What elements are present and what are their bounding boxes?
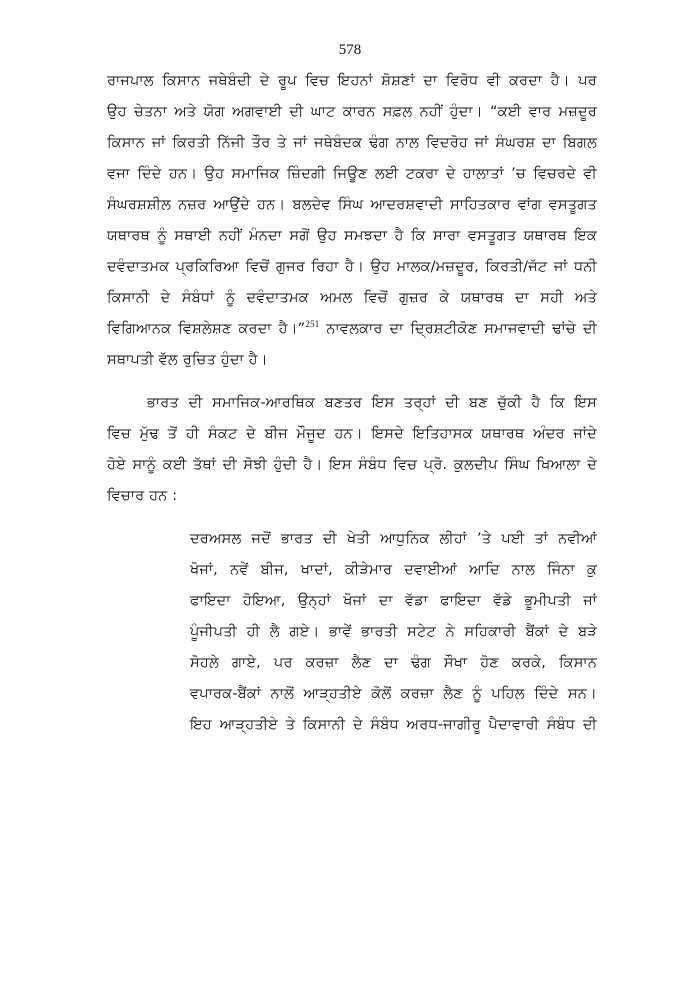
- footnote-reference: 251: [305, 319, 320, 329]
- paragraph-2: [107, 388, 597, 512]
- text-line: ਕਿਸਾਨੀ ਦੇ ਸੰਬੰਧਾਂ ਨੂੰ ਦਵੰਦਾਤਮਕ ਅਮਲ ਵਿਚੋਂ ਗੁਜ਼ਰ ਕੇ ਯਥਾਰਥ ਦਾ ਸਹੀ ਅਤੇ: [107, 290, 597, 306]
- text-line-with-footnote: [107, 314, 597, 345]
- paragraph-gap: [107, 376, 597, 388]
- page-number: 578: [338, 42, 362, 58]
- text-line: ਹੋਏ ਸਾਨੂੰ ਕਈ ਤੱਥਾਂ ਦੀ ਸੋਝੀ ਹੁੰਦੀ ਹੈ। ਇਸ ਸੰਬੰਧ ਵਿਚ ਪ੍ਰੋ. ਕੁਲਦੀਪ ਸਿੰਘ ਖਿਆਲਾ ਦੇ: [107, 457, 597, 473]
- text-line: ਵਜਾ ਦਿੰਦੇ ਹਨ। ਉਹ ਸਮਾਜਿਕ ਜ਼ਿੰਦਗੀ ਜਿਊਣ ਲਈ ਟਕਰਾ ਦੇ ਹਾਲਾਤਾਂ ’ਚ ਵਿਚਰਦੇ ਵੀ: [107, 166, 597, 182]
- quote-line: ਖੋਜਾਂ, ਨਵੇਂ ਬੀਜ, ਖਾਦਾਂ, ਕੀੜੇਮਾਰ ਦਵਾਈਆਂ ਆਦਿ ਨਾਲ ਜਿੰਨਾ ਕੁ: [190, 562, 597, 578]
- quote-line: ਸੋਹਲੇ ਗਾਏ, ਪਰ ਕਰਜ਼ਾ ਲੈਣ ਦਾ ਢੰਗ ਸੌਖਾ ਹੋਣ ਕਰਕੇ, ਕਿਸਾਨ: [190, 655, 597, 671]
- text-line: ਵਿਚ ਮੁੱਢ ਤੋਂ ਹੀ ਸੰਕਟ ਦੇ ਬੀਜ ਮੌਜੂਦ ਹਨ। ਇਸਦੇ ਇਤਿਹਾਸਕ ਯਥਾਰਥ ਅੰਦਰ ਜਾਂਦੇ: [107, 426, 597, 442]
- quote-line: ਇਹ ਆੜ੍ਹਤੀਏ ਤੇ ਕਿਸਾਨੀ ਦੇ ਸੰਬੰਧ ਅਰਧ-ਜਾਗੀਰੂ ਪੈਦਾਵਾਰੀ ਸੰਬੰਧ ਦੀ: [190, 717, 597, 733]
- text-line: ਰਾਜਪਾਲ ਕਿਸਾਨ ਜਥੇਬੰਦੀ ਦੇ ਰੂਪ ਵਿਚ ਇਹਨਾਂ ਸ਼ੋਸ਼ਣਾਂ ਦਾ ਵਿਰੋਧ ਵੀ ਕਰਦਾ ਹੈ। ਪਰ: [107, 73, 597, 89]
- text-line: ਵਿਚਾਰ ਹਨ :: [107, 488, 178, 504]
- quote-line: ਫਾਇਦਾ ਹੋਇਆ, ਉਨ੍ਹਾਂ ਖੋਜਾਂ ਦਾ ਵੱਡਾ ਫਾਇਦਾ ਵੱਡੇ ਭੂਮੀਪਤੀ ਜਾਂ: [190, 593, 597, 609]
- block-quote: [190, 524, 597, 741]
- text-line: ਭਾਰਤ ਦੀ ਸਮਾਜਿਕ-ਆਰਥਿਕ ਬਣਤਰ ਇਸ ਤਰ੍ਹਾਂ ਦੀ ਬਣ ਚੁੱਕੀ ਹੈ ਕਿ ਇਸ: [147, 395, 597, 411]
- text-line: ਕਿਸਾਨ ਜਾਂ ਕਿਰਤੀ ਨਿੱਜੀ ਤੌਰ ਤੇ ਜਾਂ ਜਥੇਬੰਦਕ ਢੰਗ ਨਾਲ ਵਿਦਰੋਹ ਜਾਂ ਸੰਘਰਸ਼ ਦਾ ਬਿਗਲ: [107, 135, 597, 151]
- paragraph-1: [107, 66, 597, 376]
- text-line: ਉਹ ਚੇਤਨਾ ਅਤੇ ਯੋਗ ਅਗਵਾਈ ਦੀ ਘਾਟ ਕਾਰਨ ਸਫ਼ਲ ਨਹੀਂ ਹੁੰਦਾ। “ਕਈ ਵਾਰ ਮਜ਼ਦੂਰ: [107, 104, 597, 120]
- text-line: ਸਥਾਪਤੀ ਵੱਲ ਰੁਚਿਤ ਹੁੰਦਾ ਹੈ।: [107, 352, 268, 368]
- page-body: [107, 66, 597, 741]
- paragraph-gap: [107, 512, 597, 524]
- text-span: ਵਿਗਿਆਨਕ ਵਿਸ਼ਲੇਸ਼ਣ ਕਰਦਾ ਹੈ।”: [107, 321, 306, 337]
- text-line: ਦਵੰਦਾਤਮਕ ਪ੍ਰਕਿਰਿਆ ਵਿਚੋਂ ਗੁਜਰ ਰਿਹਾ ਹੈ। ਉਹ ਮਾਲਕ/ਮਜ਼ਦੂਰ, ਕਿਰਤੀ/ਜੱਟ ਜਾਂ ਧਨੀ: [107, 259, 597, 275]
- text-line: ਸੰਘਰਸ਼ਸ਼ੀਲ ਨਜ਼ਰ ਆਉਂਦੇ ਹਨ। ਬਲਦੇਵ ਸਿੰਘ ਆਦਰਸ਼ਵਾਦੀ ਸਾਹਿਤਕਾਰ ਵਾਂਗ ਵਸਤੂਗਤ: [107, 197, 597, 213]
- text-line: ਯਥਾਰਥ ਨੂੰ ਸਥਾਈ ਨਹੀਂ ਮੰਨਦਾ ਸਗੋਂ ਉਹ ਸਮਝਦਾ ਹੈ ਕਿ ਸਾਰਾ ਵਸਤੂਗਤ ਯਥਾਰਥ ਇਕ: [107, 228, 597, 244]
- quote-line: ਵਪਾਰਕ-ਬੈਂਕਾਂ ਨਾਲੋਂ ਆੜ੍ਹਤੀਏ ਕੋਲੋਂ ਕਰਜ਼ਾ ਲੈਣ ਨੂੰ ਪਹਿਲ ਦਿੰਦੇ ਸਨ।: [190, 686, 597, 702]
- text-span: ਨਾਵਲਕਾਰ ਦਾ ਦ੍ਰਿਸ਼ਟੀਕੋਣ ਸਮਾਜਵਾਦੀ ਢਾਂਚੇ ਦੀ: [319, 321, 597, 337]
- quote-line: ਪੂੰਜੀਪਤੀ ਹੀ ਲੈ ਗਏ। ਭਾਵੇਂ ਭਾਰਤੀ ਸਟੇਟ ਨੇ ਸਹਿਕਾਰੀ ਬੈਂਕਾਂ ਦੇ ਬੜੇ: [190, 624, 597, 640]
- quote-line: ਦਰਅਸਲ ਜਦੋਂ ਭਾਰਤ ਦੀ ਖੇਤੀ ਆਧੁਨਿਕ ਲੀਹਾਂ ’ਤੇ ਪਈ ਤਾਂ ਨਵੀਆਂ: [190, 531, 597, 547]
